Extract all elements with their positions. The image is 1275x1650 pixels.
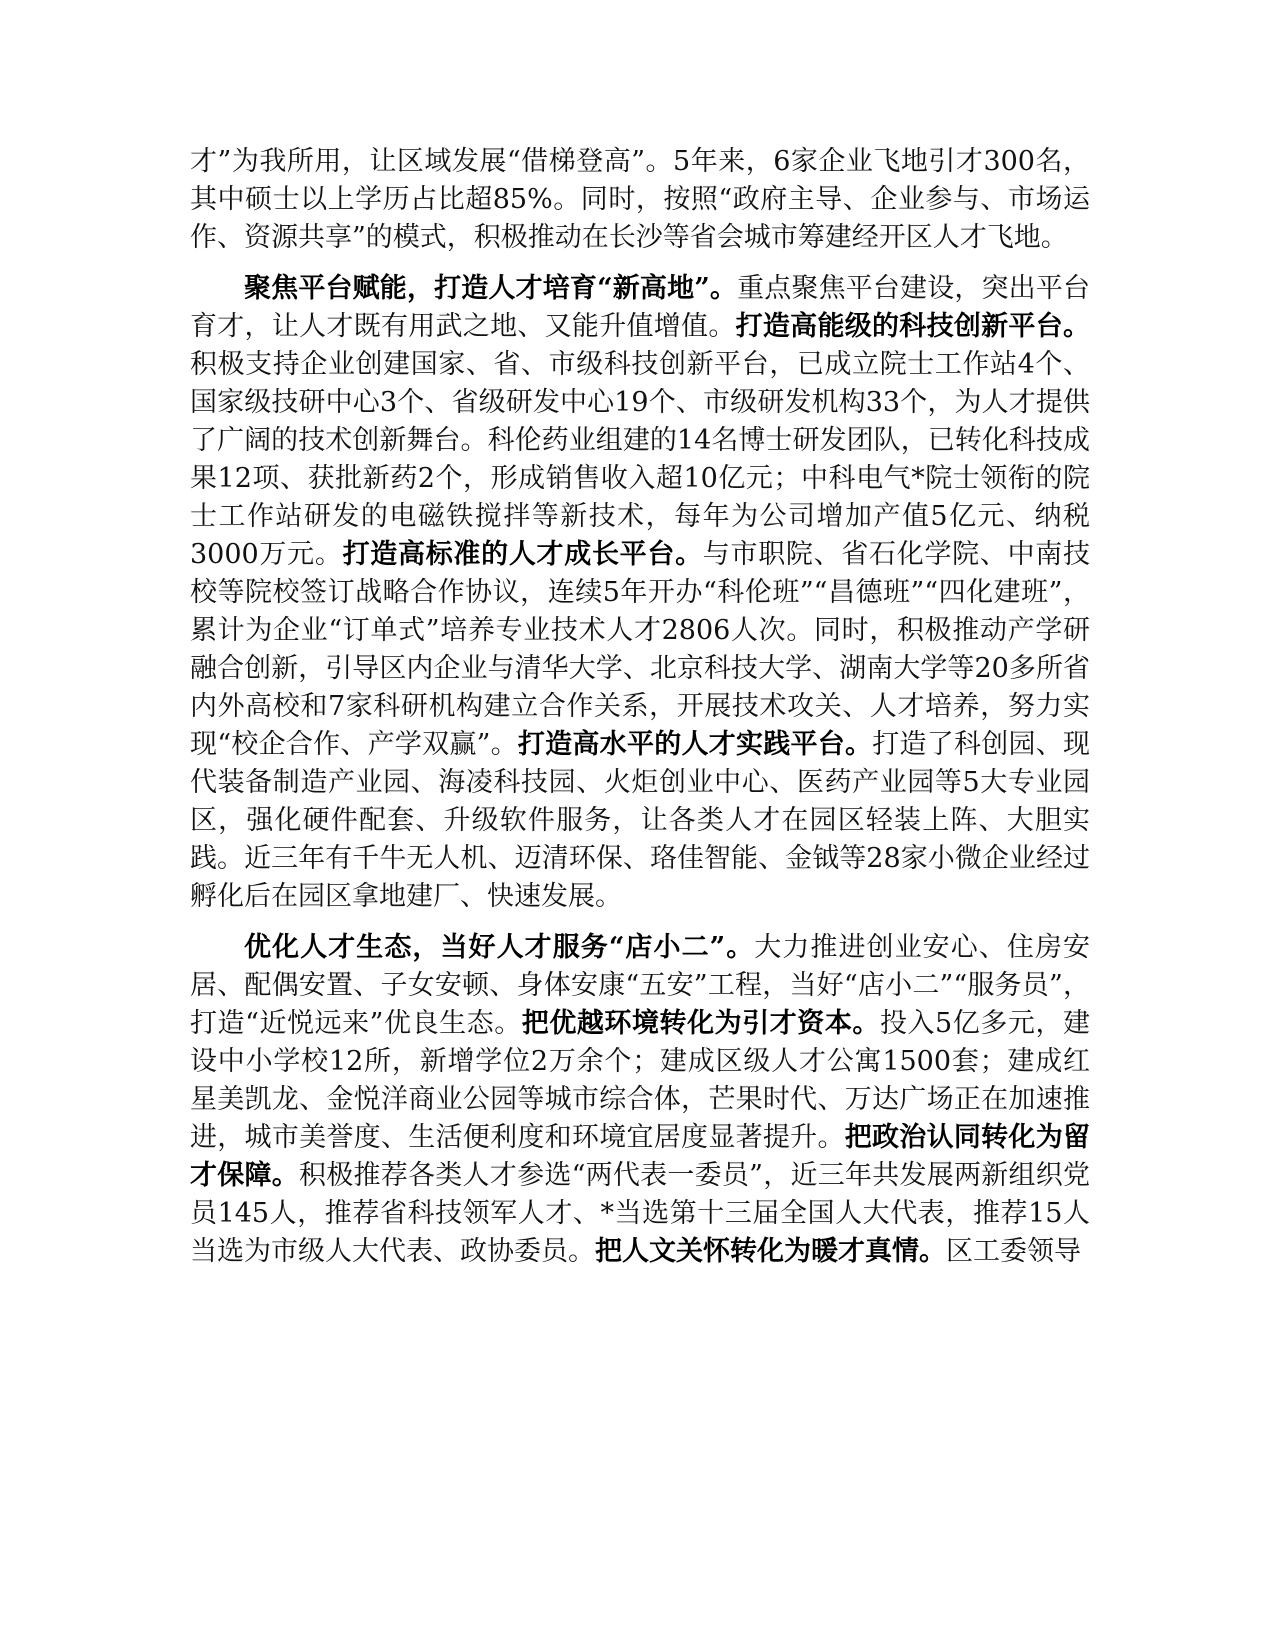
paragraph-talent-enclave <box>190 143 1090 257</box>
paragraph-text: 与市职院、省石化学院、中南技校等院校签订战略合作协议，连续5年开办“科伦班”“昌德班”“四化建班”，累计为企业“订单式”培养专业技术人才2806人次。同时，积极推动产学研融合创新，引导区内企业与清华大学、北京科技大学、湖南大学等20多所省内外高校和7家科研机构建立合作关系，开展技术攻关、人才培养，努力实现“校企合作、产学双赢”。 <box>190 539 1091 760</box>
paragraph-text: 打造了科创园、现代装备制造产业园、海凌科技园、火炬创业中心、医药产业园等5大专业园区，强化硬件配套、升级软件服务，让各类人才在园区轻装上阵、大胆实践。近三年有千牛无人机、迈清环保、珞佳智能、金钺等28家小微企业经过孵化后在园区拿地建厂、快速发展。 <box>190 729 1091 912</box>
paragraph-talent-ecology <box>190 929 1090 1271</box>
document-body <box>190 143 1090 1271</box>
paragraph-text: 才”为我所用，让区域发展“借梯登高”。5年来，6家企业飞地引才300名，其中硕士以上学历占比超85%。同时，按照“政府主导、企业参与、市场运作、资源共享”的模式，积极推动在长沙等省会城市筹建经开区人才飞地。 <box>190 146 1090 253</box>
paragraph-text: 大力推进创业安心、住房安居、配偶安置、子女安顿、身体安康“五安”工程，当好“店小二”“服务员”，打造“近悦远来”优良生态。 <box>190 932 1091 1039</box>
subheading: 打造高标准的人才成长平台。 <box>342 539 703 570</box>
paragraph-text: 积极推荐各类人才参选“两代表一委员”，近三年共发展两新组织党员145人，推荐省科技领军人才、*当选第十三届全国人大代表，推荐15人当选为市级人大代表、政协委员。 <box>190 1160 1091 1267</box>
section-heading: 聚焦平台赋能，打造人才培育“新高地”。 <box>244 273 738 304</box>
paragraph-platform-empowerment <box>190 270 1090 916</box>
subheading: 把政治认同转化为留才保障。 <box>190 1122 1090 1191</box>
paragraph-text: 积极支持企业创建国家、省、市级科技创新平台，已成立院士工作站4个、国家级技研中心3个、省级研发中心19个、市级研发机构33个，为人才提供了广阔的技术创新舞台。科伦药业组建的14名博士研发团队，已转化科技成果12项、获批新药2个，形成销售收入超10亿元；中科电气*院士领衔的院士工作站研发的电磁铁搅拌等新技术，每年为公司增加产值5亿元、纳税3000万元。 <box>190 349 1090 570</box>
subheading: 把优越环境转化为引才资本。 <box>521 1008 880 1039</box>
subheading: 把人文关怀转化为暖才真情。 <box>595 1236 946 1267</box>
paragraph-text: 重点聚焦平台建设，突出平台育才，让人才既有用武之地、又能升值增值。 <box>190 273 1091 342</box>
section-heading: 优化人才生态，当好人才服务“店小二”。 <box>244 932 755 963</box>
subheading: 打造高能级的科技创新平台。 <box>735 311 1090 342</box>
paragraph-text: 投入5亿多元，建设中小学校12所，新增学位2万余个；建成区级人才公寓1500套；建成红星美凯龙、金悦洋商业公园等城市综合体，芒果时代、万达广场正在加速推进，城市美誉度、生活便利度和环境宜居度显著提升。 <box>190 1008 1090 1153</box>
paragraph-text: 区工委领导 <box>946 1236 1081 1267</box>
subheading: 打造高水平的人才实践平台。 <box>517 729 873 760</box>
